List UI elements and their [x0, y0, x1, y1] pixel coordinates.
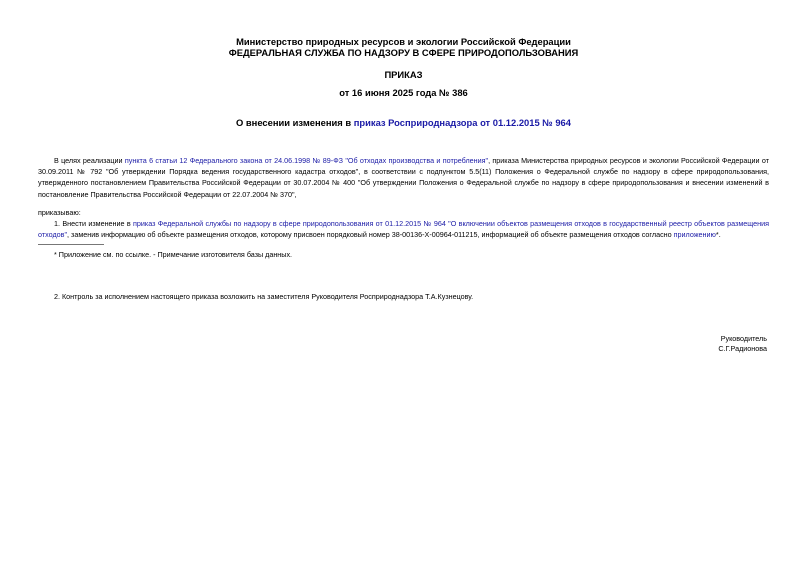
doc-title: [0, 117, 807, 128]
doc-date: от 16 июня 2025 года № 386: [339, 87, 468, 98]
item-1-paragraph: [38, 218, 769, 240]
doc-title-link[interactable]: приказ Росприроднадзора от 01.12.2015 № 964: [353, 117, 571, 128]
signature-position: Руководитель: [720, 334, 767, 343]
item-1-text-1: 1. Внести изменение в: [54, 219, 134, 228]
service-name: ФЕДЕРАЛЬНАЯ СЛУЖБА ПО НАДЗОРУ В СФЕРЕ ПРИРОДОПОЛЬЗОВАНИЯ: [228, 47, 579, 58]
footnote-separator: [38, 244, 104, 245]
item-1-text-2: , заменив информацию об объекте размещения отходов, которому присвоен порядковый номер 38-00136-Х-00964-011215, информацией об объекте размещения отходов согласно: [67, 230, 674, 240]
order-word: приказываю:: [38, 208, 81, 217]
doc-type: ПРИКАЗ: [384, 69, 423, 80]
item-1-appendix-link[interactable]: приложению: [673, 230, 716, 240]
item-2-paragraph: 2. Контроль за исполнением настоящего приказа возложить на заместителя Руководителя Росприроднадзора Т.А.Кузнецову.: [54, 292, 474, 301]
preamble-law-link[interactable]: пункта 6 статьи 12 Федерального закона от 24.06.1998 № 89-ФЗ "Об отходах производства и потребления": [124, 156, 489, 165]
preamble-text-3: , в соответствии с подпунктом 5.5(11) Положения о Федеральной службе по надзору в сфере природопользования, утвержденного постановлением Правительства Российской Федерации от 30.07.2004 № 400 "Об утверждении Положения о Федеральной службе по надзору в сфере природопользования и внесении изменений в постановление Правительства Российской Федерации от 22.07.2004 № 370": [38, 167, 769, 199]
preamble-text-4: ,: [294, 189, 297, 199]
ministry-name: Министерство природных ресурсов и экологии Российской Федерации: [236, 36, 571, 47]
item-1-order-link[interactable]: приказ Федеральной службы по надзору в сфере природопользования от 01.12.2015 № 964 "О включении объектов размещения отходов в государственный реестр объектов размещения отходов": [38, 219, 769, 240]
signature-name: С.Г.Радионова: [718, 344, 767, 353]
footnote: * Приложение см. по ссылке. - Примечание изготовителя базы данных.: [54, 250, 293, 259]
preamble-text-1: В целях реализации: [54, 156, 125, 165]
doc-title-prefix: О внесении изменения в: [236, 117, 354, 128]
preamble-text-2: , приказа Министерства природных ресурсов и экологии Российской Федерации от 30.09.2011 № 792 "Об утверждении Порядка ведения государственного кадастра отходов": [38, 156, 769, 177]
item-1-text-3: *.: [715, 230, 721, 240]
preamble-paragraph: [38, 155, 769, 200]
